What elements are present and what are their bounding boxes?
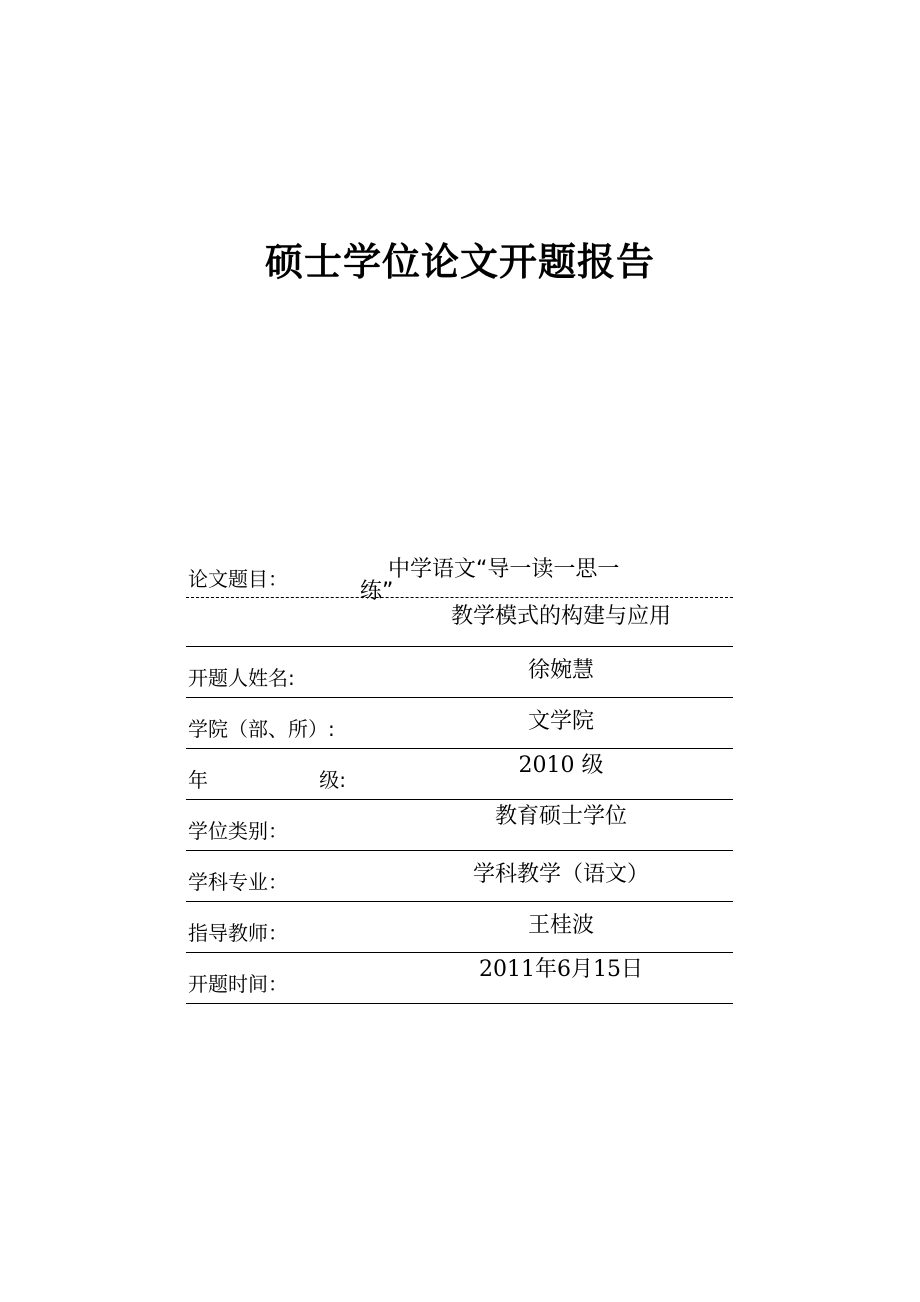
degree-type-row — [186, 800, 733, 851]
grade-label — [188, 768, 346, 792]
student-name-value: 徐婉慧 — [527, 658, 594, 683]
degree-type-label: 学位类别： — [188, 819, 288, 843]
report-form — [186, 548, 733, 1004]
major-row — [186, 851, 733, 902]
student-name-label: 开题人姓名: — [188, 666, 295, 690]
advisor-label: 指导教师： — [188, 921, 288, 945]
degree-type-value: 教育硕士学位 — [494, 804, 627, 829]
grade-value: 2010 级 — [518, 753, 604, 778]
major-value: 学科教学（语文） — [472, 862, 649, 887]
student-name-row — [186, 647, 733, 698]
thesis-title-line1-text: 中学语文“导一读一思一 — [388, 557, 620, 582]
college-row — [186, 698, 733, 749]
thesis-title-line1 — [360, 557, 620, 604]
thesis-title-row — [186, 548, 733, 604]
date-value: 2011年6月15日 — [479, 957, 643, 982]
advisor-row — [186, 902, 733, 953]
grade-row — [186, 749, 733, 800]
thesis-title-overflow: 练” — [360, 579, 394, 604]
document-title: 硕士学位论文开题报告 — [264, 240, 655, 284]
date-row — [186, 953, 733, 1004]
advisor-value: 王桂波 — [527, 913, 594, 938]
date-label: 开题时间： — [188, 972, 288, 996]
college-label: 学院（部、所）: — [188, 717, 335, 741]
thesis-title-line2: 教学模式的构建与应用 — [450, 604, 671, 629]
major-label: 学科专业： — [188, 870, 288, 894]
college-value: 文学院 — [527, 709, 594, 734]
grade-label-part1: 年 — [188, 768, 208, 792]
thesis-title-label: 论文题目： — [188, 567, 288, 591]
grade-label-part2: 级: — [319, 768, 346, 792]
thesis-title-row-2 — [186, 598, 733, 647]
